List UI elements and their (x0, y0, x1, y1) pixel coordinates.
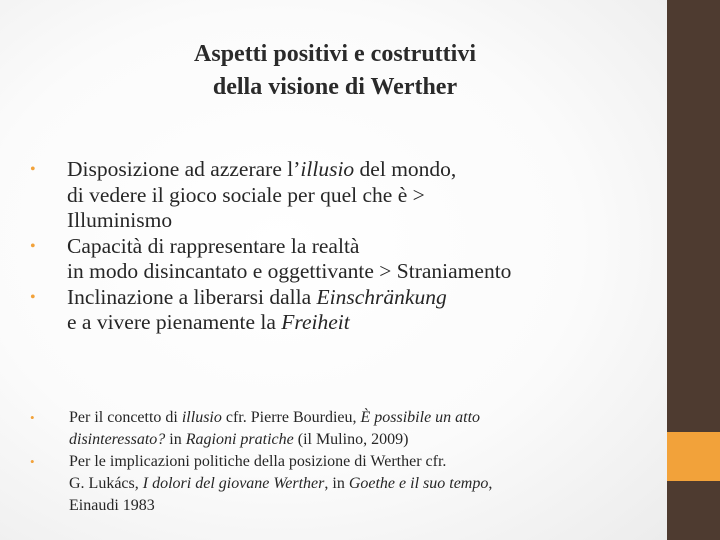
references-list (30, 407, 640, 517)
bullet-marker: • (30, 161, 36, 178)
italic-title: disinteressato? (69, 431, 166, 448)
text-run: Per il concetto di (69, 409, 182, 426)
bullet-line: Illuminismo (67, 208, 173, 232)
italic-title: I dolori del giovane Werther (142, 475, 325, 492)
bullet-item (30, 285, 650, 336)
text-run: cfr. Pierre Bourdieu, (221, 409, 361, 426)
bullet-marker: • (30, 454, 35, 469)
text-run: (il Mulino, 2009) (293, 431, 409, 448)
text-run: , in (324, 475, 349, 492)
bullet-line: in modo disincantato e oggettivante > Straniamento (67, 259, 512, 283)
italic-title: Ragioni pratiche (185, 431, 294, 448)
main-bullet-list (30, 157, 650, 336)
accent-block (667, 432, 720, 481)
text-run: Disposizione ad azzerare l’ (67, 157, 301, 181)
italic-title: Goethe e il suo tempo (348, 475, 489, 492)
text-run: del mondo, (354, 157, 457, 181)
bullet-line: di vedere il gioco sociale per quel che è > (67, 182, 425, 207)
title-line-2: della visione di Werther (212, 74, 458, 100)
reference-line (69, 407, 640, 429)
bullet-item (30, 157, 650, 234)
bullet-line (67, 310, 650, 336)
italic-term: Freiheit (281, 310, 350, 334)
reference-item (30, 407, 640, 451)
slide-title (120, 38, 550, 104)
italic-term: illusio (181, 409, 222, 426)
title-line-1: Aspetti positivi e costruttivi (194, 41, 476, 67)
italic-term: Einschränkung (316, 284, 447, 309)
reference-line: Einaudi 1983 (69, 497, 155, 514)
text-run: in (165, 431, 186, 448)
bullet-line: Capacità di rappresentare la realtà (67, 233, 360, 258)
bullet-line (67, 285, 650, 311)
bullet-marker: • (30, 410, 35, 425)
reference-line (69, 473, 640, 495)
text-run: e a vivere pienamente la (67, 310, 282, 334)
bullet-marker: • (30, 288, 36, 306)
bullet-marker: • (30, 237, 36, 255)
bullet-line (67, 157, 650, 183)
italic-title: È possibile un atto (360, 409, 481, 426)
text-run: G. Lukács, (69, 475, 143, 492)
text-run: Inclinazione a liberarsi dalla (67, 284, 317, 309)
bullet-item (30, 234, 650, 285)
reference-item (30, 451, 640, 517)
reference-line: Per le implicazioni politiche della posizione di Werther cfr. (69, 453, 447, 470)
reference-line (69, 429, 640, 451)
italic-term: illusio (300, 157, 355, 181)
text-run: , (488, 475, 493, 492)
